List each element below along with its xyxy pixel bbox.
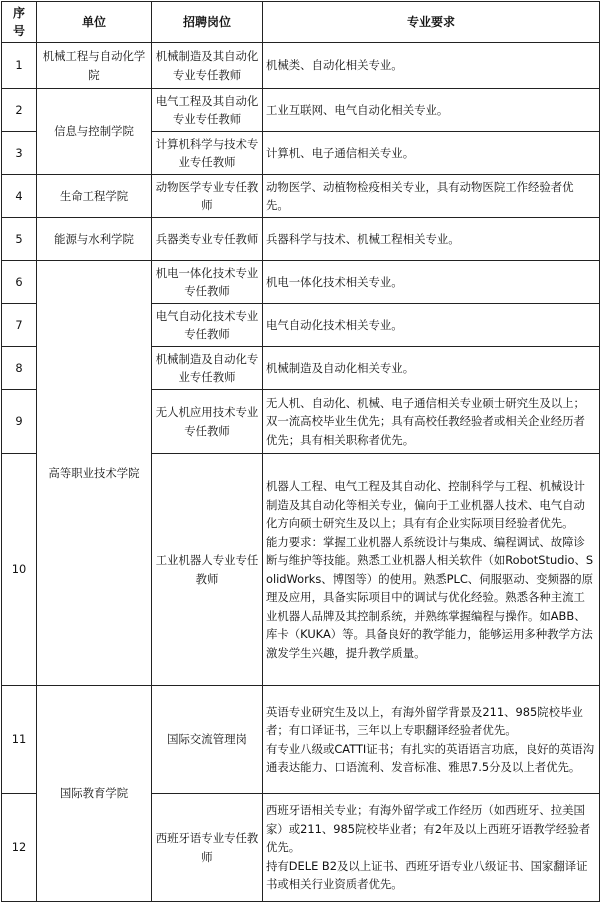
requirement-cell: 动物医学、动植物检疫相关专业，具有动物医院工作经验者优先。	[263, 175, 600, 218]
header-row	[2, 2, 600, 43]
row-no: 2	[2, 89, 37, 132]
requirement-cell: 无人机、自动化、机械、电子通信相关专业硕士研究生及以上；双一流高校毕业生优先；具有高校任教经验者或相关企业经历者优先；具有相关职称者优先。	[263, 390, 600, 454]
table-row	[2, 686, 600, 794]
unit-cell: 信息与控制学院	[37, 89, 152, 175]
position-cell: 国际交流管理岗	[152, 686, 263, 794]
requirement-cell: 英语专业研究生及以上，有海外留学背景及211、985院校毕业者；有口译证书，三年以上专职翻译经验者优先。 有专业八级或CATTI证书；有扎实的英语语言功底，良好的英语沟通表达能力、口语流利、发音标准、雅思7.5分及以上者优先。	[263, 686, 600, 794]
row-no: 12	[2, 794, 37, 902]
position-cell: 机电一体化技术专业专任教师	[152, 261, 263, 304]
row-no: 6	[2, 261, 37, 304]
table-row	[2, 218, 600, 261]
position-cell: 西班牙语专业专任教师	[152, 794, 263, 902]
requirement-cell: 机械制造及自动化相关专业。	[263, 347, 600, 390]
position-cell: 计算机科学与技术专业专任教师	[152, 132, 263, 175]
unit-cell: 生命工程学院	[37, 175, 152, 218]
table-row	[2, 261, 600, 304]
row-no: 3	[2, 132, 37, 175]
position-cell: 机械制造及自动化专业专任教师	[152, 347, 263, 390]
header-unit: 单位	[37, 2, 152, 43]
recruitment-table	[1, 1, 600, 902]
requirement-cell: 兵器科学与技术、机械工程相关专业。	[263, 218, 600, 261]
unit-cell: 机械工程与自动化学院	[37, 43, 152, 89]
row-no: 9	[2, 390, 37, 454]
unit-cell: 国际教育学院	[37, 686, 152, 902]
table-row	[2, 89, 600, 132]
header-requirement: 专业要求	[263, 2, 600, 43]
row-no: 8	[2, 347, 37, 390]
requirement-cell: 计算机、电子通信相关专业。	[263, 132, 600, 175]
row-no: 4	[2, 175, 37, 218]
table-row	[2, 43, 600, 89]
position-cell: 电气自动化技术专业专任教师	[152, 304, 263, 347]
table-row	[2, 175, 600, 218]
unit-cell: 高等职业技术学院	[37, 261, 152, 686]
row-no: 10	[2, 454, 37, 686]
header-position: 招聘岗位	[152, 2, 263, 43]
row-no: 5	[2, 218, 37, 261]
position-cell: 兵器类专业专任教师	[152, 218, 263, 261]
requirement-cell: 工业互联网、电气自动化相关专业。	[263, 89, 600, 132]
unit-cell: 能源与水利学院	[37, 218, 152, 261]
position-cell: 动物医学专业专任教师	[152, 175, 263, 218]
position-cell: 无人机应用技术专业专任教师	[152, 390, 263, 454]
position-cell: 工业机器人专业专任教师	[152, 454, 263, 686]
requirement-cell: 电气自动化技术相关专业。	[263, 304, 600, 347]
requirement-cell: 西班牙语相关专业；有海外留学或工作经历（如西班牙、拉美国家）或211、985院校毕业者；有2年及以上西班牙语教学经验者优先。 持有DELE B2及以上证书、西班牙语专业八级证书、国家翻译证书或相关行业资质者优先。	[263, 794, 600, 902]
row-no: 1	[2, 43, 37, 89]
requirement-cell: 机器人工程、电气工程及其自动化、控制科学与工程、机械设计制造及其自动化等相关专业，偏向于工业机器人技术、电气自动化方向硕士研究生及以上；具有有企业实际项目经验者优先。 能力要求：掌握工业机器人系统设计与集成、编程调试、故障诊断与维护等技能。熟悉工业机器人相关软件（如RobotStudio、SolidWorks、博图等）的使用。熟悉PLC、伺服驱动、变频器的原理及应用，具备实际项目中的调试与优化经验。熟悉各种主流工业机器人品牌及其控制系统，并熟练掌握编程与操作。如ABB、库卡（KUKA）等。具备良好的教学能力，能够运用多种教学方法激发学生兴趣，提升教学质量。	[263, 454, 600, 686]
position-cell: 电气工程及其自动化专业专任教师	[152, 89, 263, 132]
position-cell: 机械制造及其自动化专业专任教师	[152, 43, 263, 89]
requirement-cell: 机电一体化技术相关专业。	[263, 261, 600, 304]
row-no: 11	[2, 686, 37, 794]
row-no: 7	[2, 304, 37, 347]
requirement-cell: 机械类、自动化相关专业。	[263, 43, 600, 89]
header-no: 序号	[2, 2, 37, 43]
